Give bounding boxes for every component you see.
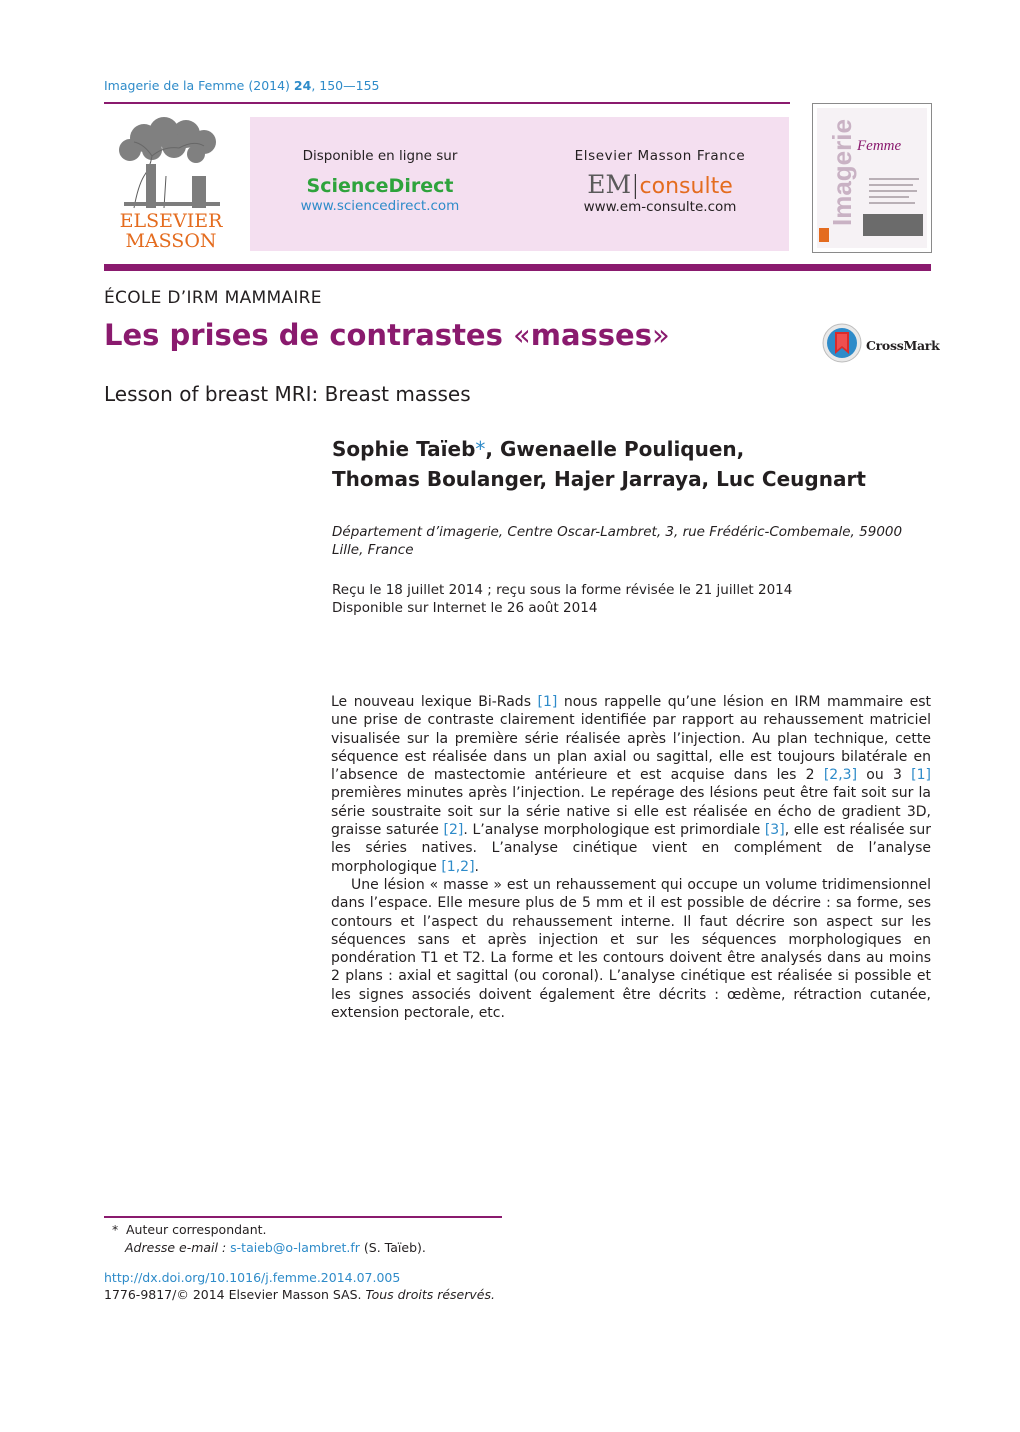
masson-wordmark: MASSON [125,230,217,252]
online-label: Disponible en ligne sur [302,148,458,164]
header-rule [104,264,931,271]
em-consulte-block[interactable] [550,148,770,215]
citation-link[interactable]: [1,2] [441,858,475,875]
email-suffix: (S. Taïeb). [359,1240,426,1255]
footnote [112,1221,426,1257]
citation-link[interactable]: [2] [443,822,464,839]
em-consulte-logo: EM|consulte [587,170,733,199]
elsevier-masson-logo [104,112,238,252]
authors-line-1 [332,434,866,464]
authors-line-2: Thomas Boulanger, Hajer Jarraya, Luc Ceugnart [332,467,866,491]
article-dates [332,581,792,617]
citation-link[interactable]: [3] [764,822,785,839]
cover-image [813,104,931,252]
paragraph-1: Le nouveau lexique Bi-Rads [1] nous rappelle qu’une lésion en IRM mammaire est une prise de contraste clairement identifiée par rapport au rehaussement matriciel visualisée sur la première série réalisée après l’injection. Au plan technique, cette séquence est réalisée dans un plan axial ou sagittal, elle est toujours bilatérale en l’absence de mastectomie antérieure et est acquise dans les 2 [2,3] ou 3 [1] premières minutes après l’injection. Le repérage des lésions peut être fait soit sur la série soustraite soit sur la série native si elle est réalisée en écho de gradient 3D, graisse saturée [2]. L’analyse morphologique est primordiale [3], elle est réalisée sur les séries natives. L’analyse cinétique vient en complément de l’analyse morphologique [1,2]. [331,694,932,875]
author-corresponding: Sophie Taïeb [332,437,476,461]
available-date: Disponible sur Internet le 26 août 2014 [332,600,598,616]
sciencedirect-logo: ScienceDirect [306,175,454,197]
email-label: Adresse e-mail : [125,1240,227,1255]
paragraph-2: Une lésion « masse » est un rehaussement qui occupe un volume tridimensionnel dans l’espace. Elle mesure plus de 5 mm et il est possible de décrire : sa forme, ses contours et l’aspect du rehaussement interne. Il faut décrire son aspect sur les séquences sans et après injection et sur les séquences morphologiques en pondération T1 et T2. La forme et les contours doivent être analysés dans au moins 2 plans : axial et sagittal (ou coronal). L’analyse cinétique est réalisée si possible et les signes associés doivent également être décrits : œdème, rétraction cutanée, extension pectorale, etc. [331,876,931,1022]
header-band [250,117,789,251]
citation-link[interactable]: [2,3] [823,767,858,784]
journal-volume: 24 [293,78,312,93]
body-text [331,693,931,1022]
elsevier-tree-icon [104,116,238,212]
journal-name: Imagerie de la Femme [104,78,245,93]
em-logo-left: EM [587,170,632,199]
elsevier-wordmark: ELSEVIER [119,210,223,232]
journal-cover[interactable] [812,103,932,253]
em-label: Elsevier Masson France [574,148,746,164]
cover-title: Imagerie [827,119,857,226]
journal-reference[interactable] [104,78,380,93]
doi-link[interactable]: http://dx.doi.org/10.1016/j.femme.2014.07.005 [104,1270,401,1285]
corresponding-marker[interactable]: * [475,437,486,461]
cover-subtitle: Femme [857,138,902,154]
title-main: Les prises de contrastes [104,318,503,352]
header-divider [104,102,790,104]
footnote-line [112,1221,426,1239]
footnote-divider [104,1216,502,1218]
copyright: 1776-9817/© 2014 Elsevier Masson SAS. Tous droits réservés. [104,1287,495,1302]
journal-pages: , 150—155 [311,78,380,93]
affiliation: Département d’imagerie, Centre Oscar-Lambret, 3, rue Frédéric-Combemale, 59000 Lille, France [332,524,903,558]
email-link[interactable]: s-taieb@o-lambret.fr [230,1240,360,1255]
sciencedirect-link[interactable]: www.sciencedirect.com [300,198,460,214]
citation-link[interactable]: [1] [537,694,558,710]
article-title [104,318,670,352]
authors-rest: , Gwenaelle Pouliquen, [485,437,745,461]
section-label: ÉCOLE D’IRM MAMMAIRE [104,288,322,308]
crossmark-badge[interactable] [822,322,940,366]
sciencedirect-block[interactable] [270,148,490,214]
crossmark-label: CrossMark [866,338,940,353]
received-date: Reçu le 18 juillet 2014 ; reçu sous la forme révisée le 21 juillet 2014 [332,582,793,598]
footnote-text: Auteur correspondant. [126,1222,267,1237]
crossmark-icon [822,322,862,364]
english-title: Lesson of breast MRI: Breast masses [104,382,471,406]
journal-year: (2014) [248,78,290,93]
footnote-marker: * [112,1222,119,1237]
title-quote-close: » [651,318,670,352]
em-logo-right: consulte [639,174,733,199]
footnote-email-line [112,1239,426,1257]
title-word: masses [530,318,652,352]
author-list [332,434,866,494]
citation-link[interactable]: [1] [911,767,931,784]
title-quote-open: « [512,318,531,352]
em-consulte-link[interactable]: www.em-consulte.com [583,199,737,215]
